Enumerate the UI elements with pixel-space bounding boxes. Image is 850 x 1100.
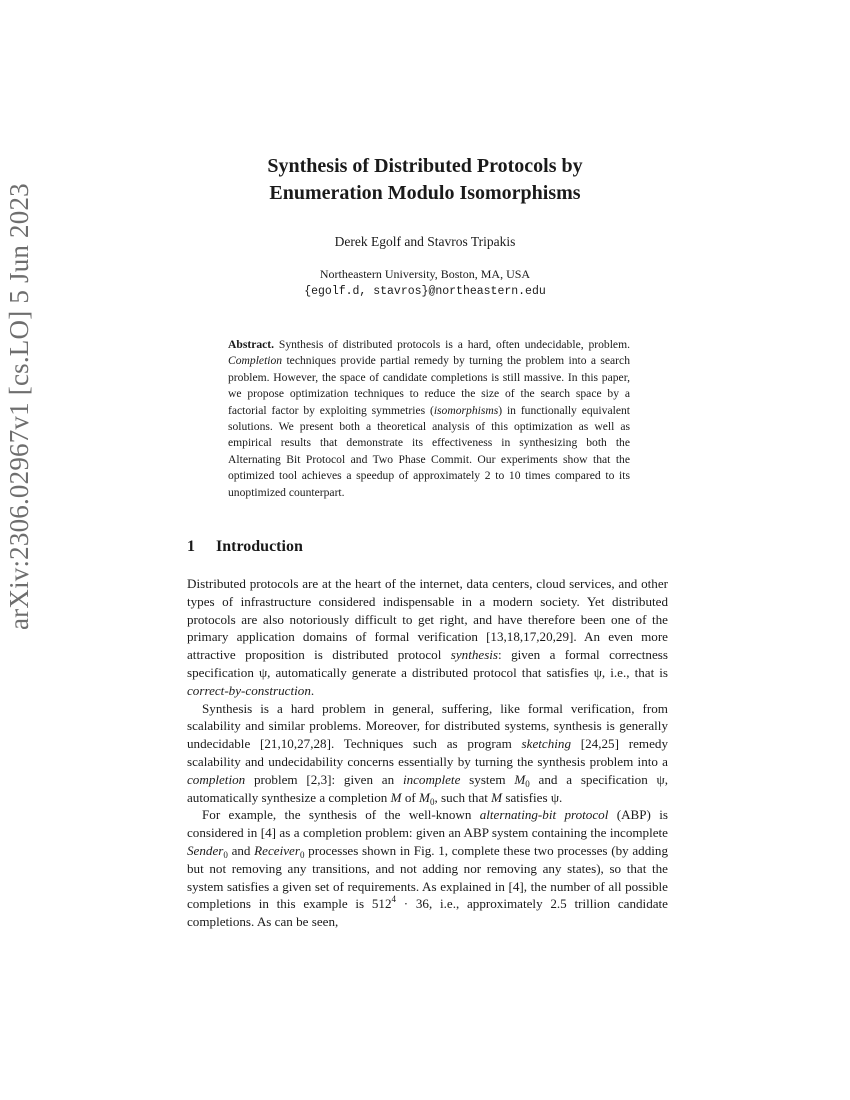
text-run: system <box>460 771 515 787</box>
emphasis: alternating-bit protocol <box>479 807 609 823</box>
paragraph-3 <box>187 806 668 931</box>
math-symbol: M <box>390 789 402 805</box>
text-run: Synthesis is a hard problem in general, suffering, like formal verification, from scalability and similar problems. Moreover, for distributed systems, synthesis is generally undecidable [21,10,27,28]. Techniques such as program <box>187 700 668 752</box>
section-heading <box>187 538 303 556</box>
math-symbol: M <box>491 789 503 805</box>
text-run: (ABP) is considered in [4] as a completion problem: given an ABP system containing the incomplete <box>187 807 668 841</box>
emphasis: Receiver <box>254 842 300 858</box>
text-run: and a specification ψ, automatically synthesize a completion <box>187 771 668 805</box>
text-run: processes shown in Fig. 1, complete these two processes (by adding but not removing any transitions, and not adding nor removing any states), so that the system satisfies a given set of requirements. As explained in [4], the number of all possible completions in this example is 512 <box>187 842 669 912</box>
affiliation: Northeastern University, Boston, MA, USA <box>319 267 531 281</box>
subscript: 0 <box>299 849 305 860</box>
abstract-emphasis: isomorphisms <box>433 403 499 417</box>
title-line-1: Synthesis of Distributed Protocols by <box>267 155 583 177</box>
subscript: 0 <box>223 849 228 860</box>
affiliation-block <box>0 265 850 301</box>
text-run: Distributed protocols are at the heart of the internet, data centers, cloud services, and other types of infrastructure considered indispensable in a modern society. Yet distributed protocols are also notoriously difficult to get right, and have therefore been one of the primary application domains of formal verification [13,18,17,20,29]. An even more attractive proposition is distributed protocol <box>187 576 668 663</box>
paragraph-1 <box>187 575 668 700</box>
text-run: . <box>310 682 315 698</box>
authors: Derek Egolf and Stavros Tripakis <box>334 234 516 249</box>
abstract-label: Abstract. <box>228 338 275 351</box>
math-symbol: M <box>419 789 430 805</box>
superscript: 4 <box>391 894 397 905</box>
title-line-2: Enumeration Modulo Isomorphisms <box>269 182 581 204</box>
text-run: For example, the synthesis of the well-known <box>202 807 480 823</box>
text-run: : given a formal correctness specification ψ, automatically generate a distributed protocol that satisfies ψ, i.e., that is <box>187 647 668 680</box>
text-run: problem [2,3]: given an <box>245 771 403 787</box>
abstract-text: Synthesis of distributed protocols is a hard, often undecidable, problem. <box>274 338 630 351</box>
abstract-emphasis: Completion <box>228 354 283 368</box>
text-run: and <box>227 842 255 858</box>
section-number: 1 <box>187 538 195 555</box>
emphasis: Sender <box>187 842 224 858</box>
paper-title <box>0 153 850 207</box>
subscript: 0 <box>525 778 530 789</box>
arxiv-identifier: arXiv:2306.02967v1 [cs.LO] 5 Jun 2023 <box>4 183 34 630</box>
text-run: , such that <box>434 789 492 805</box>
abstract-text: techniques provide partial remedy by turning the problem into a search problem. However, the space of candidate completions is still massive. In this paper, we propose optimization techniques to reduce the size of the search space by a factorial factor by exploiting symmetries ( <box>228 354 630 417</box>
text-run: · 36, i.e., approximately 2.5 trillion candidate completions. As can be seen, <box>187 896 668 930</box>
section-title: Introduction <box>216 538 303 555</box>
abstract-text: ) in functionally equivalent solutions. We present both a theoretical analysis of this optimization as well as empirical results that demonstrate its effectiveness in synthesizing both the Alternating Bit Protocol and Two Phase Commit. Our experiments show that the optimized tool achieves a speedup of approximately 2 to 10 times compared to its unoptimized counterpart. <box>228 403 630 499</box>
abstract <box>228 337 630 501</box>
email: {egolf.d, stavros}@northeastern.edu <box>304 285 546 298</box>
text-run: of <box>401 789 420 805</box>
emphasis: synthesis <box>450 647 499 663</box>
emphasis: completion <box>187 771 246 787</box>
subscript: 0 <box>429 796 435 807</box>
emphasis: incomplete <box>402 771 461 787</box>
paragraph-2 <box>187 700 668 807</box>
text-run: satisfies ψ. <box>502 789 563 805</box>
body-text <box>187 575 668 931</box>
emphasis: sketching <box>521 736 571 752</box>
emphasis: correct-by-construction <box>187 682 311 698</box>
text-run: [24,25] remedy scalability and undecidability concerns essentially by turning the synthesis problem into a <box>187 736 668 769</box>
math-symbol: M <box>514 771 526 787</box>
